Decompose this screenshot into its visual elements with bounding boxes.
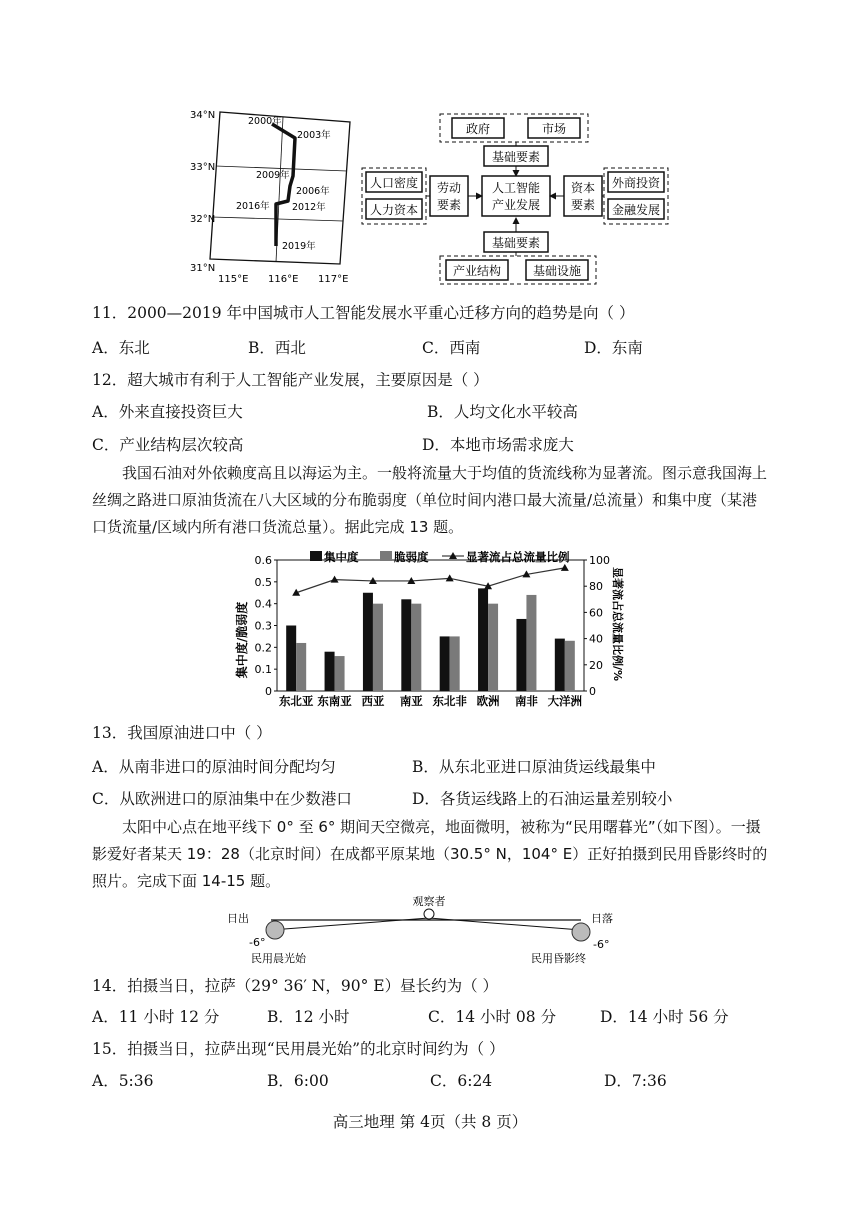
- year-label: 2006年: [296, 186, 330, 197]
- year-label: 2019年: [282, 241, 316, 252]
- labor-label-1: 劳动: [436, 181, 462, 195]
- legend-swatch: [310, 551, 322, 561]
- bar: [286, 626, 296, 692]
- basic-factor-top: 基础要素: [491, 150, 541, 164]
- gov-label: 政府: [465, 122, 491, 136]
- category-label: 西亚: [361, 694, 385, 708]
- q13-option-d: D．各货运线路上的石油运量差别较小: [412, 790, 673, 808]
- q14-option-d: D．14 小时 56 分: [600, 1008, 729, 1026]
- y-tick-label: 0.6: [254, 554, 272, 567]
- sunrise-label: 日出: [227, 912, 249, 925]
- lat-label: 32°N: [190, 214, 216, 225]
- q11-option-b: B．西北: [248, 339, 306, 357]
- market-label: 市场: [541, 122, 567, 136]
- q13-stem: 13．我国原油进口中（ ）: [92, 724, 272, 742]
- q12-stem: 12．超大城市有利于人工智能产业发展，主要原因是（ ）: [92, 371, 489, 389]
- lat-label: 34°N: [190, 110, 216, 121]
- lon-label: 115°E: [218, 274, 249, 285]
- dawn-start-label: 民用晨光始: [251, 952, 306, 965]
- q13-option-b: B．从东北亚进口原油货运线最集中: [412, 758, 656, 776]
- lon-label: 117°E: [318, 274, 349, 285]
- y-tick-label: 0.2: [254, 641, 272, 655]
- q11-option-d: D．东南: [584, 339, 643, 357]
- bar: [296, 643, 306, 691]
- y-tick-label: 0.3: [254, 619, 272, 633]
- q14-option-b: B．12 小时: [267, 1008, 350, 1026]
- q15-option-b: B．6:00: [267, 1072, 329, 1090]
- q11-option-a: A．东北: [92, 339, 150, 357]
- bar: [516, 619, 526, 691]
- q12-option-a: A．外来直接投资巨大: [92, 403, 243, 421]
- q13-option-c: C．从欧洲进口的原油集中在少数港口: [92, 790, 352, 808]
- legend-label: 集中度: [324, 550, 359, 564]
- q13-context-paragraph: 我国石油对外依赖度高且以海运为主。一般将流量大于均值的货流线称为显著流。图示意我国海上丝绸之路进口原油货流在八大区域的分布脆弱度（单位时间内港口最大流量/总流量）和集中度（某港口货流量/区域内所有港口货流总量）。据此完成 13 题。: [92, 464, 768, 536]
- pop-density-label: 人口密度: [369, 176, 419, 190]
- observer-label: 观察者: [412, 895, 446, 908]
- q11-option-c: C．西南: [422, 339, 481, 357]
- bar: [401, 599, 411, 691]
- category-label: 东南亚: [317, 694, 352, 708]
- y-tick-label: 0.1: [254, 663, 272, 677]
- line-point: [446, 574, 454, 581]
- y2-tick-label: 20: [589, 658, 603, 672]
- year-label: 2003年: [297, 130, 331, 141]
- bar: [363, 593, 373, 691]
- bar: [325, 652, 335, 691]
- industry-structure-label: 产业结构: [452, 264, 502, 278]
- y2-tick-label: 60: [589, 606, 603, 620]
- page-footer: 高三地理 第 4页（共 8 页）: [332, 1113, 528, 1131]
- q14-option-c: C．14 小时 08 分: [428, 1008, 557, 1026]
- q12-option-b: B．人均文化水平较高: [427, 403, 578, 421]
- year-label: 2012年: [292, 202, 326, 213]
- bar: [565, 641, 575, 691]
- year-label: 2000年: [248, 116, 282, 127]
- bar: [450, 636, 460, 691]
- category-label: 南非: [514, 694, 538, 708]
- q15-option-d: D．7:36: [604, 1072, 667, 1090]
- line-point: [561, 564, 569, 571]
- sunset-label: 日落: [591, 912, 613, 925]
- dusk-end-label: 民用昏影终: [531, 952, 586, 965]
- bar: [555, 639, 565, 691]
- y2-tick-label: 100: [589, 554, 610, 567]
- y-tick-label: 0: [265, 685, 272, 698]
- q12-option-c: C．产业结构层次较高: [92, 436, 244, 454]
- crude-oil-chart: [232, 548, 632, 713]
- y-tick-label: 0.5: [254, 575, 272, 589]
- capital-label-2: 要素: [570, 198, 596, 212]
- year-label: 2016年: [236, 201, 270, 212]
- q14-context-paragraph: 太阳中心点在地平线下 0° 至 6° 期间天空微亮，地面微明，被称为“民用曙暮光”（如下图）。一摄影爱好者某天 19：28（北京时间）在成都平原某地（30.5° N，104° E）正好拍摄到民用昏影终时的照片。完成下面 14-15 题。: [92, 818, 768, 890]
- y-tick-label: 0.4: [254, 597, 272, 611]
- y2-tick-label: 40: [589, 632, 603, 646]
- category-label: 南亚: [399, 694, 423, 708]
- ai-factors-diagram: [360, 110, 670, 285]
- year-label: 2009年: [256, 170, 290, 181]
- q15-option-a: A．5:36: [92, 1072, 154, 1090]
- y2-tick-label: 80: [589, 580, 603, 594]
- basic-factor-bottom: 基础要素: [491, 236, 541, 250]
- lat-label: 33°N: [190, 162, 216, 173]
- neg6-left-label: -6°: [249, 936, 266, 949]
- y-axis-label: 集中度/脆弱度: [235, 601, 249, 679]
- labor-label-2: 要素: [436, 198, 462, 212]
- human-capital-label: 人力资本: [369, 203, 419, 217]
- infrastructure-label: 基础设施: [532, 264, 582, 278]
- lon-label: 116°E: [268, 274, 299, 285]
- y2-tick-label: 0: [589, 685, 596, 698]
- bar: [526, 595, 536, 691]
- legend-swatch: [380, 551, 392, 561]
- category-label: 欧洲: [476, 694, 500, 708]
- civil-twilight-diagram: [225, 894, 625, 966]
- q13-option-a: A．从南非进口的原油时间分配均匀: [92, 758, 336, 776]
- bar: [373, 604, 383, 691]
- y2-axis-label: 显著流占总流量比例/%: [611, 566, 624, 682]
- q15-stem: 15．拍摄当日，拉萨出现“民用晨光始”的北京时间约为（ ）: [92, 1040, 505, 1058]
- lat-label: 31°N: [190, 263, 216, 274]
- centroid-migration-map: [190, 104, 360, 289]
- q14-option-a: A．11 小时 12 分: [92, 1008, 220, 1026]
- legend-label: 脆弱度: [394, 550, 429, 564]
- q15-option-c: C．6:24: [430, 1072, 493, 1090]
- ai-label-1: 人工智能: [491, 181, 541, 195]
- q12-option-d: D．本地市场需求庞大: [422, 436, 574, 454]
- category-label: 东北亚: [278, 694, 314, 708]
- legend-label: 显著流占总流量比例: [466, 550, 570, 564]
- bar: [440, 636, 450, 691]
- category-label: 大洋洲: [547, 694, 583, 708]
- bar: [411, 604, 421, 691]
- q11-stem: 11．2000—2019 年中国城市人工智能发展水平重心迁移方向的趋势是向（ ）: [92, 304, 635, 322]
- foreign-invest-label: 外商投资: [611, 176, 661, 190]
- capital-label-1: 资本: [570, 181, 596, 195]
- q14-stem: 14．拍摄当日，拉萨（29° 36′ N，90° E）昼长约为（ ）: [92, 977, 498, 995]
- bar: [478, 588, 488, 691]
- ai-label-2: 产业发展: [491, 198, 541, 212]
- bar: [488, 604, 498, 691]
- neg6-right-label: -6°: [593, 938, 610, 951]
- bar: [335, 656, 345, 691]
- category-label: 东北非: [432, 694, 467, 708]
- finance-label: 金融发展: [611, 203, 661, 217]
